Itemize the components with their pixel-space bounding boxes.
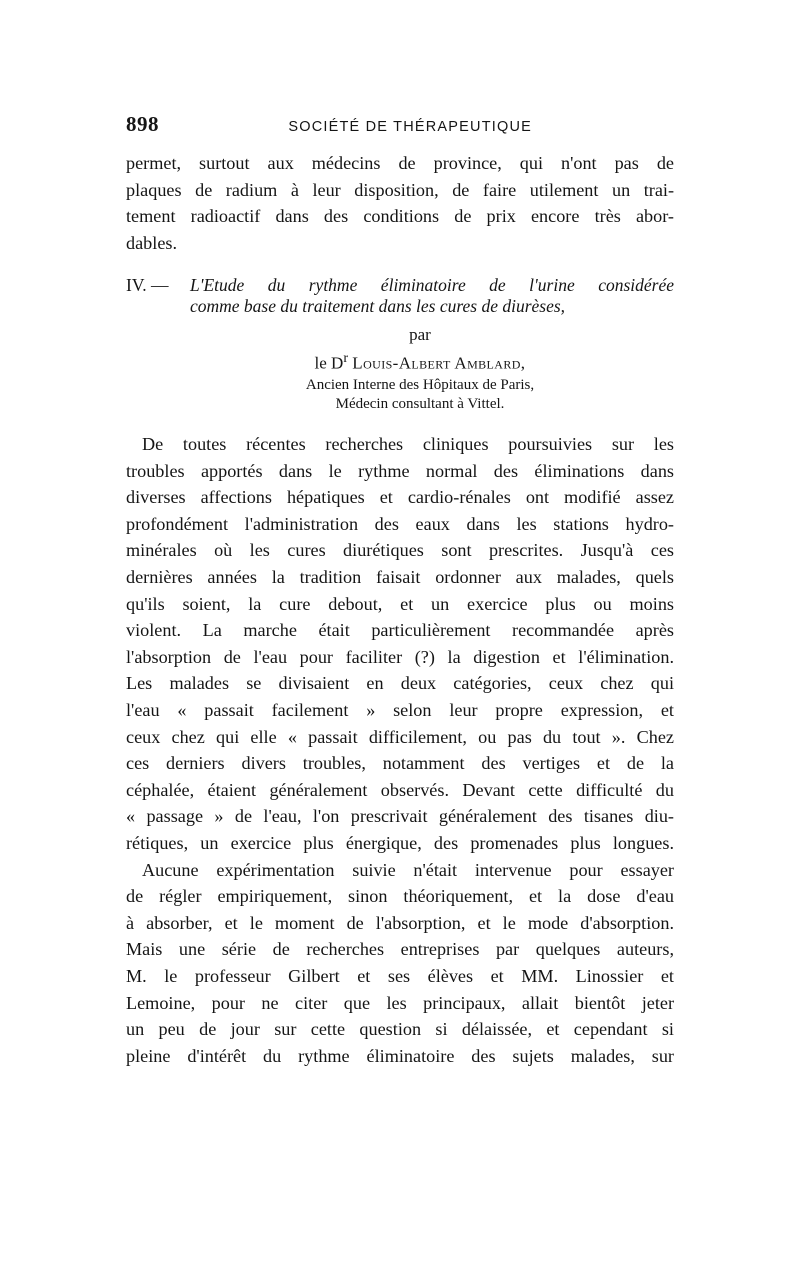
- text-line: à absorber, et le moment de l'absorption, et le mode d'absorption.: [126, 912, 674, 933]
- text-line: violent. La marche était particulièrement recommandée après: [126, 620, 674, 641]
- text-line: diverses affections hépatiques et cardio-rénales ont modifié assez: [126, 487, 674, 508]
- text-line: céphalée, étaient généralement observés. Devant cette difficulté du: [126, 779, 674, 800]
- text-line: plaques de radium à leur disposition, de faire utilement un trai-: [126, 179, 674, 200]
- text-line: minérales où les cures diurétiques sont prescrites. Jusqu'à ces: [126, 540, 674, 561]
- text-line: dernières années la tradition faisait ordonner aux malades, quels: [126, 567, 674, 587]
- text-line: « passage » de l'eau, l'on prescrivait généralement des tisanes diu-: [126, 806, 674, 827]
- text-line: Mais une série de recherches entreprises par quelques auteurs,: [126, 939, 674, 960]
- page-header: [126, 112, 674, 140]
- text-line: Aucune expérimentation suivie n'était intervenue pour essayer: [142, 859, 674, 880]
- text-line: ces derniers divers troubles, notamment des vertiges et de la: [126, 753, 674, 774]
- section-heading: [126, 275, 674, 414]
- section-title-text: [190, 275, 674, 317]
- document-page: [126, 112, 674, 1069]
- section-title-line: comme base du traitement dans les cures de diurèses,: [190, 296, 566, 317]
- text-line: profondément l'administration des eaux dans les stations hydro-: [126, 513, 674, 534]
- text-line: Les malades se divisaient en deux catégories, ceux chez qui: [126, 673, 674, 694]
- author-prefix-superscript: r: [343, 350, 349, 367]
- text-line: rétiques, un exercice plus énergique, des promenades plus longues.: [126, 832, 674, 853]
- author-name: Louis-Albert Amblard,: [352, 354, 526, 374]
- text-line: l'eau « passait facilement » selon leur propre expression, et: [126, 699, 674, 720]
- section-number: IV. —: [126, 275, 169, 296]
- text-line: Lemoine, pour ne citer que les principaux, allait bientôt jeter: [126, 992, 674, 1013]
- text-line: tement radioactif dans des conditions de prix encore très abor-: [126, 206, 674, 227]
- page-number: 898: [126, 112, 159, 136]
- section-title-line: L'Etude du rythme éliminatoire de l'urine considérée: [190, 275, 674, 296]
- author-credential: Ancien Interne des Hôpitaux de Paris,: [305, 377, 535, 394]
- text-line: ceux chez qui elle « passait difficilement, ou pas du tout ». Chez: [126, 726, 674, 747]
- text-line: permet, surtout aux médecins de province, qui n'ont pas de: [126, 153, 674, 173]
- running-head: SOCIÉTÉ DE THÉRAPEUTIQUE: [288, 119, 532, 135]
- text-line: M. le professeur Gilbert et ses élèves et MM. Linossier et: [126, 965, 674, 986]
- text-line: qu'ils soient, la cure debout, et un exercice plus ou moins: [126, 593, 674, 614]
- byline-par: par: [409, 325, 431, 345]
- body-paragraph: [126, 431, 674, 1069]
- text-line: De toutes récentes recherches cliniques poursuivies sur les: [142, 434, 674, 455]
- author-byline: [126, 346, 674, 376]
- text-line: l'absorption de l'eau pour faciliter (?) la digestion et l'élimination.: [126, 646, 674, 667]
- author-credential: Médecin consultant à Vittel.: [335, 396, 505, 413]
- text-line: un peu de jour sur cette question si délaissée, et cependant si: [126, 1019, 674, 1040]
- section-title: [126, 275, 674, 317]
- text-line: troubles apportés dans le rythme normal des éliminations dans: [126, 460, 674, 481]
- author-prefix: le D: [314, 354, 344, 374]
- text-line: de régler empiriquement, sinon théoriquement, et la dose d'eau: [126, 886, 674, 907]
- text-line: dables.: [126, 232, 178, 253]
- text-line: pleine d'intérêt du rythme éliminatoire des sujets malades, sur: [126, 1045, 674, 1066]
- intro-paragraph: [126, 150, 674, 256]
